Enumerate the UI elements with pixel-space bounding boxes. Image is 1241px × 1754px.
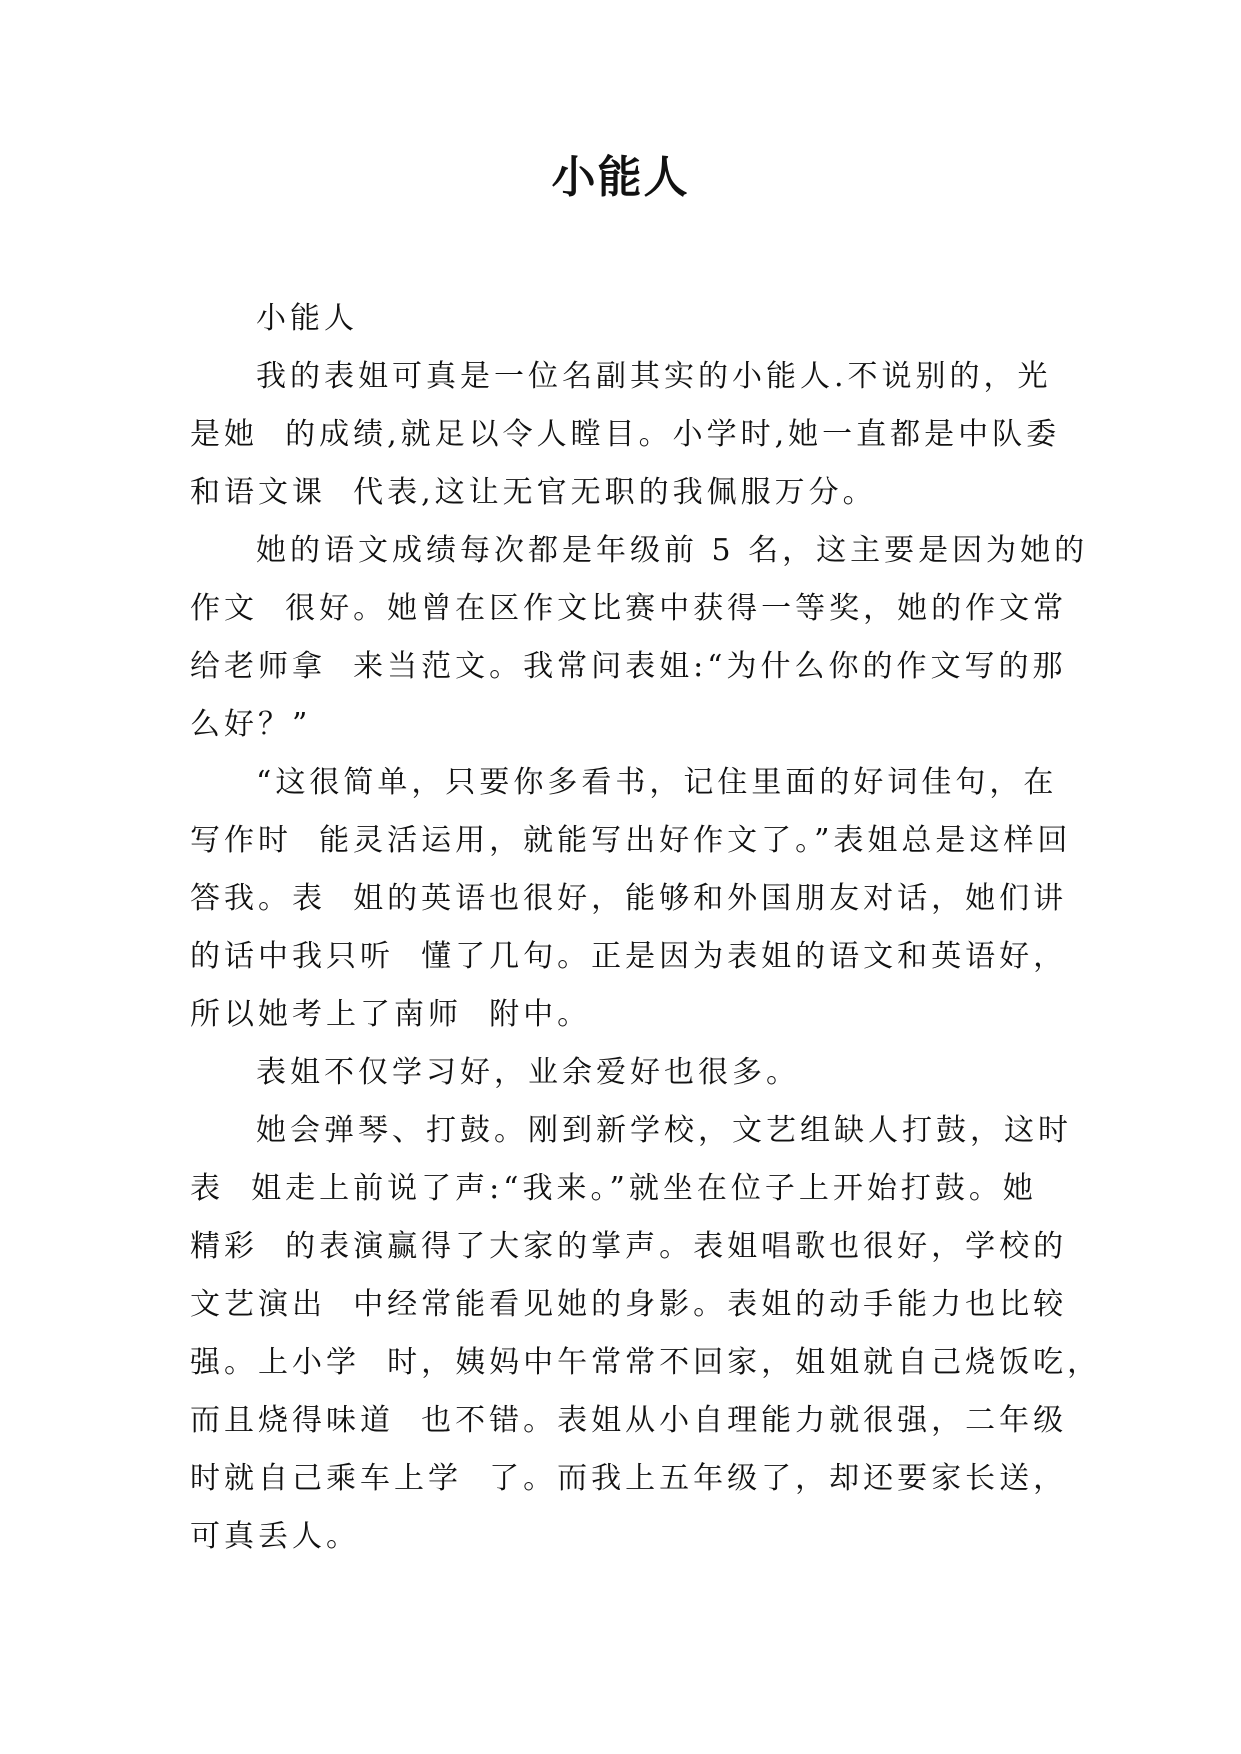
text-line: 和语文课 代表,这让无官无职的我佩服万分。: [190, 475, 877, 510]
text-line: 我的表姐可真是一位名副其实的小能人.不说别的，光: [256, 359, 1052, 394]
text-line: 作文 很好。她曾在区作文比赛中获得一等奖，她的作文常: [190, 591, 1068, 626]
text-line: 写作时 能灵活运用，就能写出好作文了。”表姐总是这样回: [190, 823, 1072, 858]
text-line: 小能人: [256, 301, 358, 336]
text-line: “这很简单，只要你多看书，记住里面的好词佳句，在: [256, 765, 1058, 800]
text-line: 给老师拿 来当范文。我常问表姐:“为什么你的作文写的那: [190, 649, 1067, 684]
text-line: 可真丢人。: [190, 1519, 360, 1554]
text-line: 是她 的成绩,就足以令人瞠目。小学时,她一直都是中队委: [190, 417, 1061, 452]
text-line: 而且烧得味道 也不错。表姐从小自理能力就很强，二年级: [190, 1403, 1068, 1438]
text-line: 表姐不仅学习好，业余爱好也很多。: [256, 1055, 800, 1090]
text-line: 精彩 的表演赢得了大家的掌声。表姐唱歌也很好，学校的: [190, 1229, 1068, 1264]
text-line: 强。上小学 时，姨妈中午常常不回家，姐姐就自己烧饭吃，: [190, 1345, 1102, 1380]
text-line: 答我。表 姐的英语也很好，能够和外国朋友对话，她们讲: [190, 881, 1068, 916]
essay-body: [190, 290, 1102, 1566]
page-title: 小能人: [551, 152, 690, 203]
text-line: 文艺演出 中经常能看见她的身影。表姐的动手能力也比较: [190, 1287, 1068, 1322]
text-line: 所以她考上了南师 附中。: [190, 997, 592, 1032]
text-line: 么好？”: [190, 707, 312, 742]
text-line: 她会弹琴、打鼓。刚到新学校，文艺组缺人打鼓，这时: [256, 1113, 1072, 1148]
text-line: 时就自己乘车上学 了。而我上五年级了，却还要家长送，: [190, 1461, 1068, 1496]
text-line: 的话中我只听 懂了几句。正是因为表姐的语文和英语好，: [190, 939, 1068, 974]
text-line: 她的语文成绩每次都是年级前 5 名，这主要是因为她的: [256, 533, 1089, 568]
text-line: 表 姐走上前说了声:“我来。”就坐在位子上开始打鼓。她: [190, 1171, 1037, 1206]
